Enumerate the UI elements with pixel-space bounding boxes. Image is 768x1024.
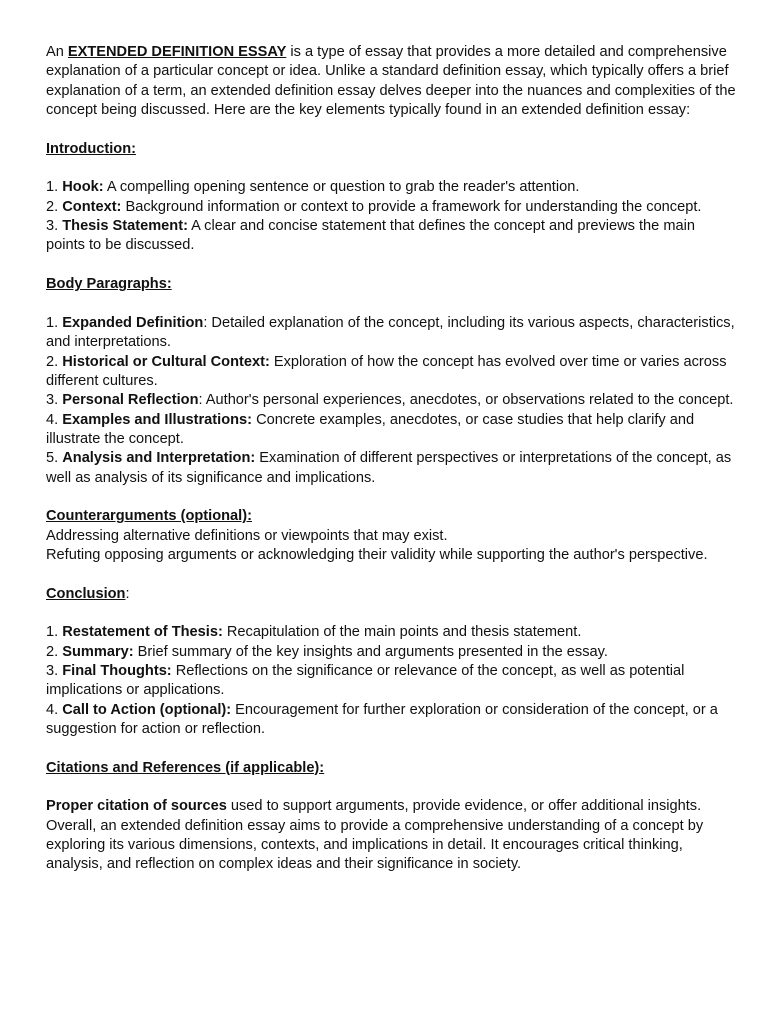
section-heading-body-paragraphs: Body Paragraphs: xyxy=(46,276,172,293)
text-line: Addressing alternative definitions or viewpoints that may exist. xyxy=(46,527,448,544)
list-item: 4. Call to Action (optional): Encouragement for further exploration or consideration of the concept, or a suggestion for action or reflection. xyxy=(46,701,718,738)
section-heading-introduction: Introduction: xyxy=(46,140,136,157)
intro-lead: An xyxy=(46,44,68,60)
essay-type-term: EXTENDED DEFINITION ESSAY xyxy=(67,44,287,60)
intro-paragraph xyxy=(46,43,736,120)
section-heading-conclusion: Conclusion: xyxy=(46,585,130,602)
list-item: 2. Historical or Cultural Context: Exploration of how the concept has evolved over time or varies across different cultures. xyxy=(46,353,727,389)
list-item: 1. Restatement of Thesis: Recapitulation of the main points and thesis statement. xyxy=(46,624,582,641)
list-item: 3. Personal Reflection: Author's personal experiences, anecdotes, or observations related to the concept. xyxy=(46,392,734,409)
section-heading-citations: Citations and References (if applicable): xyxy=(46,759,325,776)
list-item: 5. Analysis and Interpretation: Examination of different perspectives or interpretations of the concept, as well as analysis of its significance and implications. xyxy=(46,450,732,486)
closing-paragraph: Proper citation of sources used to support arguments, provide evidence, or offer additional insights. Overall, an extended definition essay aims to provide a comprehensive understanding of a concept by exploring its various dimensions, contexts, and implications in detail. It encourages critical thinking, analysis, and reflection on complex ideas and their significance in society. xyxy=(46,798,704,873)
list-item: 3. Final Thoughts: Reflections on the significance or relevance of the concept, as well as potential implications or applications. xyxy=(46,663,685,699)
list-item: 2. Context: Background information or context to provide a framework for understanding the concept. xyxy=(46,198,702,215)
list-item: 4. Examples and Illustrations: Concrete examples, anecdotes, or case studies that help clarify and illustrate the concept. xyxy=(46,411,695,447)
list-item: 1. Expanded Definition: Detailed explanation of the concept, including its various aspects, characteristics, and interpretations. xyxy=(46,314,735,351)
list-item: 1. Hook: A compelling opening sentence or question to grab the reader's attention. xyxy=(46,179,580,196)
intro-text: is a type of essay that provides a more detailed and comprehensive explanation of a particular concept or idea. Unlike a standard definition essay, which typically offers a brief explanation of a term, an extended definition essay delves deeper into the nuances and complexities of the concept being discussed. Here are the key elements typically found in an extended definition essay: xyxy=(46,44,736,119)
list-item: 3. Thesis Statement: A clear and concise statement that defines the concept and previews the main points to be discussed. xyxy=(46,218,695,254)
document-page xyxy=(46,43,736,875)
text-line: Refuting opposing arguments or acknowledging their validity while supporting the author's perspective. xyxy=(46,546,708,563)
section-heading-counterarguments: Counterarguments (optional): xyxy=(46,508,252,525)
list-item: 2. Summary: Brief summary of the key insights and arguments presented in the essay. xyxy=(46,643,608,660)
